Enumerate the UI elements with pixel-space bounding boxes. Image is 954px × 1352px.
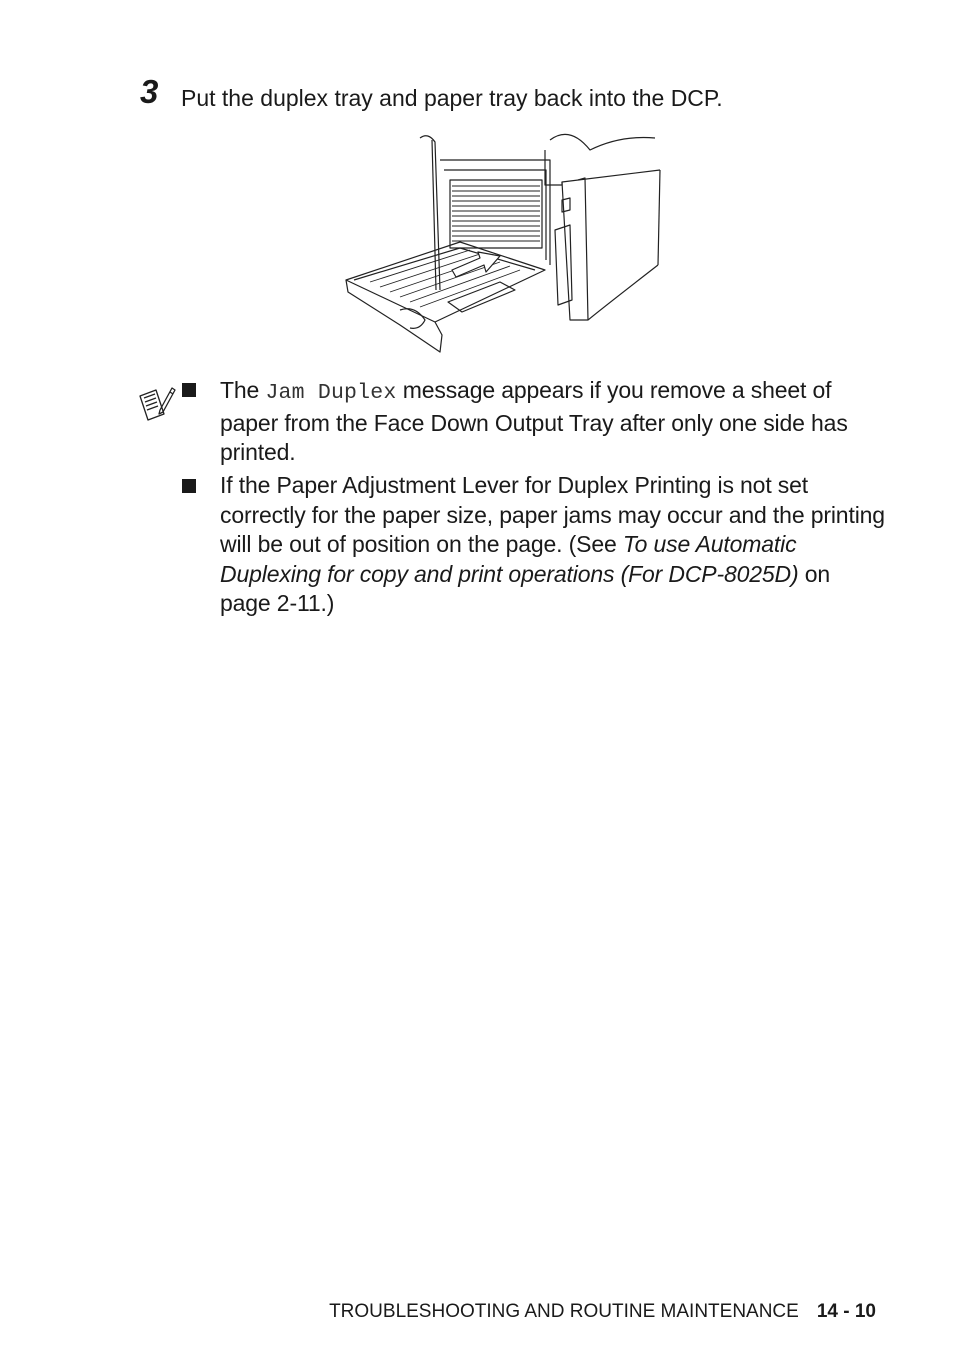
step-number: 3 — [140, 73, 159, 110]
note-item-jam-duplex — [220, 376, 885, 468]
note-item-suffix: on page 2-11.) — [220, 560, 831, 616]
note-pencil-icon — [136, 384, 176, 424]
bullet-marker — [182, 479, 196, 493]
page-number: 14 - 10 — [816, 1301, 876, 1322]
note-item-paper-adjustment — [220, 471, 885, 619]
page-footer — [329, 1300, 876, 1324]
note-item-text: If the Paper Adjustment Lever for Duplex Printing is not set correctly for the paper size, paper jams may occur and the printing will be out of position on the page. (See — [220, 472, 885, 557]
footer-section-title: TROUBLESHOOTING AND ROUTINE MAINTENANCE — [329, 1301, 799, 1322]
step-instruction: Put the duplex tray and paper tray back into the DCP. — [181, 85, 723, 111]
note-item-prefix: The — [220, 377, 266, 403]
duplex-tray-insertion-illustration — [340, 130, 665, 355]
note-item-text: message appears if you remove a sheet of paper from the Face Down Output Tray after only one side has printed. — [220, 377, 848, 465]
cross-reference-link[interactable]: To use Automatic Duplexing for copy and print operations (For DCP-8025D) — [220, 531, 799, 587]
bullet-marker — [182, 383, 196, 397]
lcd-message-code: Jam Duplex — [265, 381, 397, 405]
